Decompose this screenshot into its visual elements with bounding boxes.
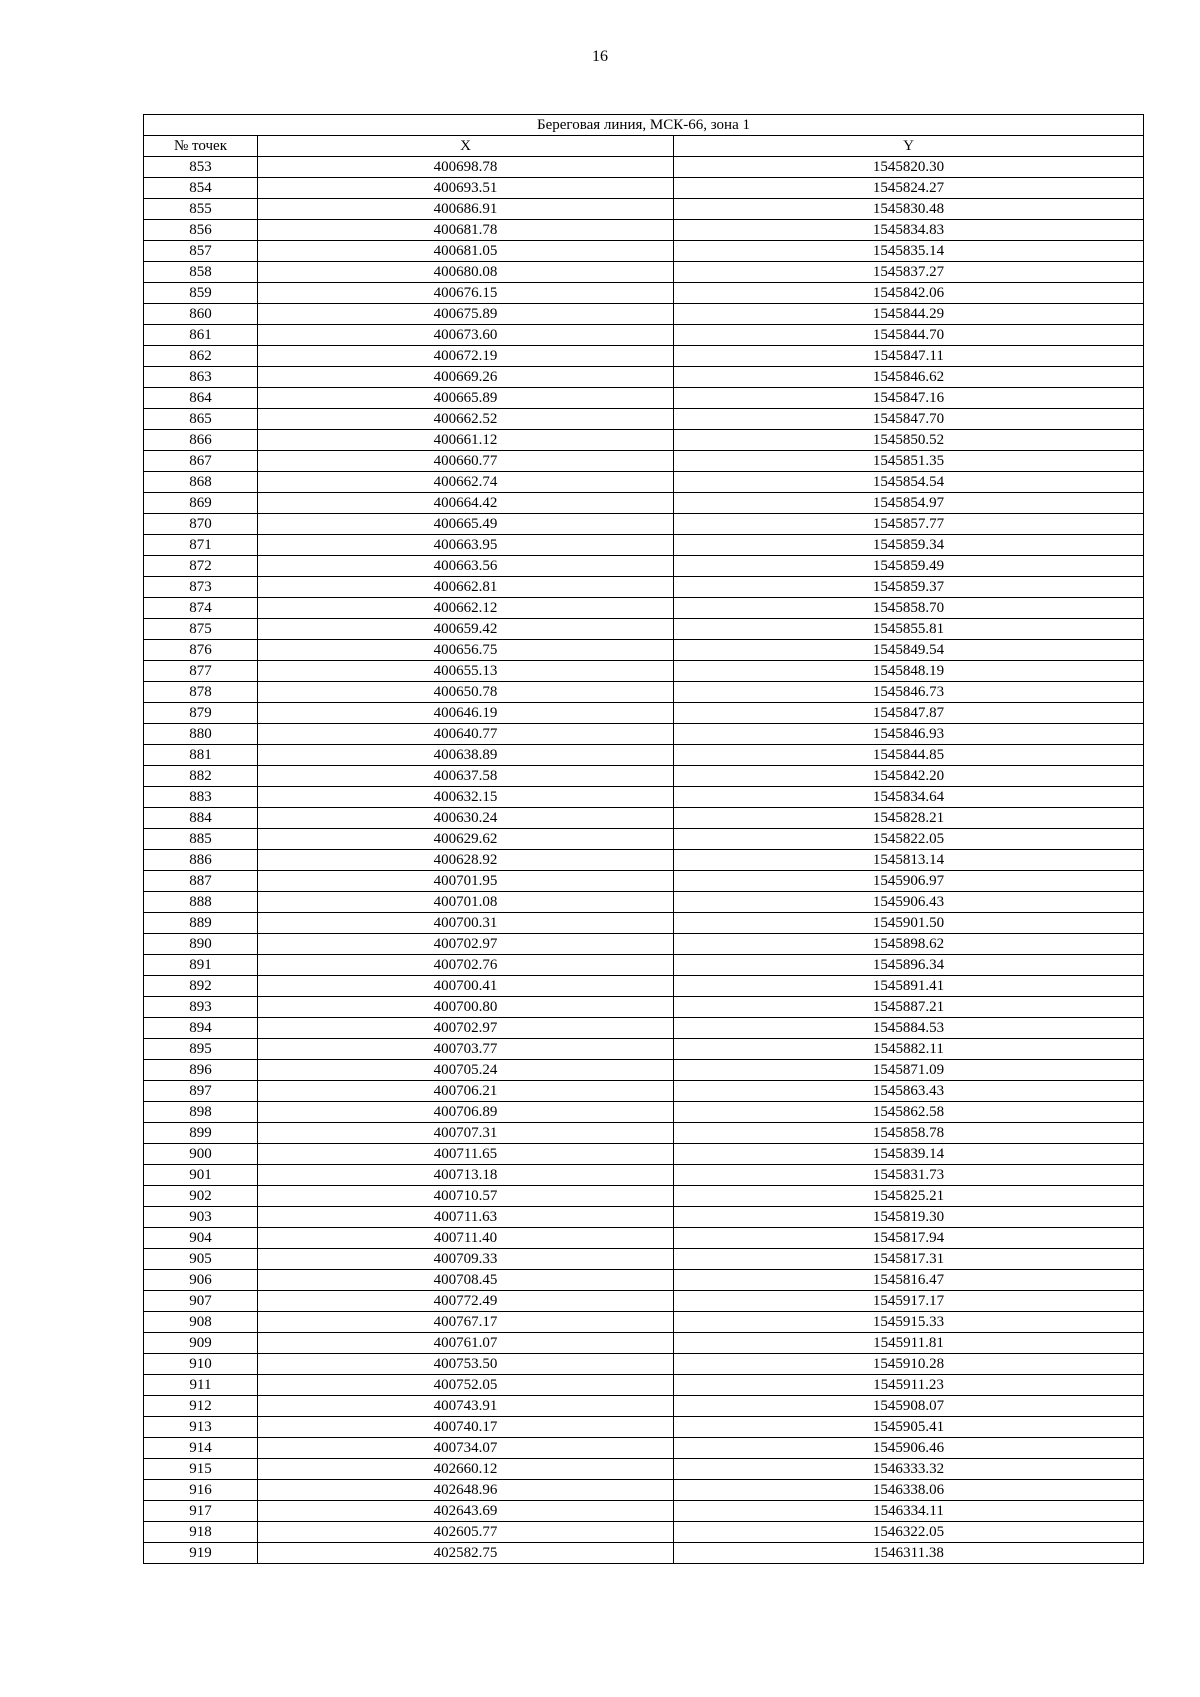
cell-point-number: 887 [144, 871, 258, 892]
cell-x: 402648.96 [258, 1480, 674, 1501]
cell-x: 400701.95 [258, 871, 674, 892]
cell-y: 1545850.52 [674, 430, 1144, 451]
table-row [144, 1480, 1144, 1501]
cell-x: 400706.89 [258, 1102, 674, 1123]
header-point-number: № точек [144, 136, 258, 157]
cell-point-number: 867 [144, 451, 258, 472]
table-row [144, 1165, 1144, 1186]
cell-y: 1545911.23 [674, 1375, 1144, 1396]
table-row [144, 1270, 1144, 1291]
cell-x: 400706.21 [258, 1081, 674, 1102]
cell-y: 1545837.27 [674, 262, 1144, 283]
cell-point-number: 859 [144, 283, 258, 304]
cell-y: 1545847.11 [674, 346, 1144, 367]
cell-y: 1545822.05 [674, 829, 1144, 850]
cell-point-number: 878 [144, 682, 258, 703]
cell-x: 400646.19 [258, 703, 674, 724]
cell-point-number: 873 [144, 577, 258, 598]
table-row [144, 829, 1144, 850]
cell-y: 1545831.73 [674, 1165, 1144, 1186]
header-y: Y [674, 136, 1144, 157]
table-title-row [144, 115, 1144, 136]
table-row [144, 1354, 1144, 1375]
table-row [144, 619, 1144, 640]
cell-point-number: 885 [144, 829, 258, 850]
table-row [144, 787, 1144, 808]
cell-y: 1545824.27 [674, 178, 1144, 199]
cell-y: 1545834.64 [674, 787, 1144, 808]
table-row [144, 976, 1144, 997]
cell-x: 400710.57 [258, 1186, 674, 1207]
cell-point-number: 880 [144, 724, 258, 745]
cell-y: 1545847.87 [674, 703, 1144, 724]
cell-x: 400656.75 [258, 640, 674, 661]
table-row [144, 535, 1144, 556]
table-row [144, 451, 1144, 472]
cell-point-number: 871 [144, 535, 258, 556]
table-row [144, 199, 1144, 220]
table-title: Береговая линия, МСК-66, зона 1 [144, 115, 1144, 136]
cell-point-number: 884 [144, 808, 258, 829]
cell-y: 1545915.33 [674, 1312, 1144, 1333]
table-row [144, 220, 1144, 241]
cell-point-number: 905 [144, 1249, 258, 1270]
table-row [144, 892, 1144, 913]
cell-y: 1545817.94 [674, 1228, 1144, 1249]
cell-point-number: 902 [144, 1186, 258, 1207]
table-row [144, 1144, 1144, 1165]
cell-y: 1545859.34 [674, 535, 1144, 556]
cell-point-number: 870 [144, 514, 258, 535]
cell-x: 400702.76 [258, 955, 674, 976]
table-row [144, 745, 1144, 766]
cell-x: 400703.77 [258, 1039, 674, 1060]
cell-point-number: 914 [144, 1438, 258, 1459]
table-row [144, 1102, 1144, 1123]
cell-point-number: 858 [144, 262, 258, 283]
cell-point-number: 893 [144, 997, 258, 1018]
cell-x: 400681.78 [258, 220, 674, 241]
cell-point-number: 906 [144, 1270, 258, 1291]
table-row [144, 1543, 1144, 1564]
cell-x: 400659.42 [258, 619, 674, 640]
cell-point-number: 915 [144, 1459, 258, 1480]
cell-point-number: 854 [144, 178, 258, 199]
cell-x: 400629.62 [258, 829, 674, 850]
cell-point-number: 868 [144, 472, 258, 493]
cell-x: 400672.19 [258, 346, 674, 367]
cell-y: 1545859.49 [674, 556, 1144, 577]
table-body [144, 157, 1144, 1564]
cell-x: 400632.15 [258, 787, 674, 808]
cell-x: 400660.77 [258, 451, 674, 472]
cell-x: 400700.41 [258, 976, 674, 997]
cell-x: 400662.74 [258, 472, 674, 493]
table-row [144, 808, 1144, 829]
cell-point-number: 853 [144, 157, 258, 178]
cell-point-number: 856 [144, 220, 258, 241]
cell-x: 402605.77 [258, 1522, 674, 1543]
cell-x: 400705.24 [258, 1060, 674, 1081]
cell-y: 1545887.21 [674, 997, 1144, 1018]
cell-x: 400640.77 [258, 724, 674, 745]
cell-x: 400698.78 [258, 157, 674, 178]
table-row [144, 1186, 1144, 1207]
cell-point-number: 877 [144, 661, 258, 682]
cell-point-number: 900 [144, 1144, 258, 1165]
cell-point-number: 875 [144, 619, 258, 640]
table-row [144, 556, 1144, 577]
cell-y: 1545911.81 [674, 1333, 1144, 1354]
cell-x: 400709.33 [258, 1249, 674, 1270]
table-row [144, 1060, 1144, 1081]
table-row [144, 913, 1144, 934]
cell-x: 400662.52 [258, 409, 674, 430]
cell-y: 1545844.85 [674, 745, 1144, 766]
cell-x: 400669.26 [258, 367, 674, 388]
cell-point-number: 876 [144, 640, 258, 661]
cell-y: 1545862.58 [674, 1102, 1144, 1123]
table-row [144, 1039, 1144, 1060]
cell-y: 1545905.41 [674, 1417, 1144, 1438]
table-row [144, 598, 1144, 619]
cell-y: 1545842.20 [674, 766, 1144, 787]
cell-y: 1545839.14 [674, 1144, 1144, 1165]
table-row [144, 346, 1144, 367]
cell-x: 400675.89 [258, 304, 674, 325]
cell-y: 1546322.05 [674, 1522, 1144, 1543]
table-row [144, 682, 1144, 703]
header-x: X [258, 136, 674, 157]
cell-y: 1545817.31 [674, 1249, 1144, 1270]
cell-point-number: 894 [144, 1018, 258, 1039]
cell-y: 1545854.97 [674, 493, 1144, 514]
cell-y: 1545828.21 [674, 808, 1144, 829]
cell-point-number: 879 [144, 703, 258, 724]
table-row [144, 1375, 1144, 1396]
table-row [144, 1459, 1144, 1480]
cell-point-number: 904 [144, 1228, 258, 1249]
cell-point-number: 860 [144, 304, 258, 325]
table-row [144, 1312, 1144, 1333]
cell-x: 400637.58 [258, 766, 674, 787]
cell-y: 1546338.06 [674, 1480, 1144, 1501]
cell-y: 1545858.78 [674, 1123, 1144, 1144]
cell-x: 400630.24 [258, 808, 674, 829]
cell-point-number: 910 [144, 1354, 258, 1375]
cell-point-number: 908 [144, 1312, 258, 1333]
cell-y: 1545855.81 [674, 619, 1144, 640]
table-row [144, 157, 1144, 178]
cell-x: 400665.49 [258, 514, 674, 535]
cell-x: 402582.75 [258, 1543, 674, 1564]
table-row [144, 577, 1144, 598]
table-row [144, 325, 1144, 346]
coordinates-table [143, 114, 1144, 1564]
table-row [144, 1333, 1144, 1354]
cell-x: 400680.08 [258, 262, 674, 283]
cell-y: 1545819.30 [674, 1207, 1144, 1228]
cell-point-number: 891 [144, 955, 258, 976]
table-header-row [144, 136, 1144, 157]
cell-x: 402660.12 [258, 1459, 674, 1480]
cell-y: 1545857.77 [674, 514, 1144, 535]
cell-x: 400752.05 [258, 1375, 674, 1396]
cell-point-number: 869 [144, 493, 258, 514]
cell-x: 400701.08 [258, 892, 674, 913]
table-row [144, 1249, 1144, 1270]
cell-y: 1545835.14 [674, 241, 1144, 262]
cell-x: 400676.15 [258, 283, 674, 304]
table-row [144, 1228, 1144, 1249]
table-row [144, 409, 1144, 430]
cell-point-number: 896 [144, 1060, 258, 1081]
cell-y: 1545863.43 [674, 1081, 1144, 1102]
cell-y: 1545816.47 [674, 1270, 1144, 1291]
table-row [144, 367, 1144, 388]
cell-x: 400661.12 [258, 430, 674, 451]
cell-y: 1546334.11 [674, 1501, 1144, 1522]
cell-y: 1545848.19 [674, 661, 1144, 682]
cell-y: 1545834.83 [674, 220, 1144, 241]
cell-y: 1545858.70 [674, 598, 1144, 619]
table-row [144, 934, 1144, 955]
cell-x: 400707.31 [258, 1123, 674, 1144]
cell-point-number: 903 [144, 1207, 258, 1228]
cell-x: 400753.50 [258, 1354, 674, 1375]
cell-point-number: 883 [144, 787, 258, 808]
cell-x: 400665.89 [258, 388, 674, 409]
cell-y: 1545891.41 [674, 976, 1144, 997]
cell-y: 1545820.30 [674, 157, 1144, 178]
cell-point-number: 895 [144, 1039, 258, 1060]
cell-point-number: 901 [144, 1165, 258, 1186]
table-row [144, 703, 1144, 724]
cell-point-number: 909 [144, 1333, 258, 1354]
table-row [144, 1123, 1144, 1144]
table-row [144, 241, 1144, 262]
table-row [144, 724, 1144, 745]
cell-y: 1545884.53 [674, 1018, 1144, 1039]
table-row [144, 1501, 1144, 1522]
cell-y: 1545846.73 [674, 682, 1144, 703]
table-row [144, 1081, 1144, 1102]
cell-x: 400663.95 [258, 535, 674, 556]
table-row [144, 1396, 1144, 1417]
table-row [144, 997, 1144, 1018]
cell-x: 400761.07 [258, 1333, 674, 1354]
cell-x: 400713.18 [258, 1165, 674, 1186]
table-row [144, 766, 1144, 787]
table-row [144, 640, 1144, 661]
cell-point-number: 886 [144, 850, 258, 871]
cell-y: 1545898.62 [674, 934, 1144, 955]
cell-y: 1546333.32 [674, 1459, 1144, 1480]
cell-point-number: 898 [144, 1102, 258, 1123]
cell-y: 1545906.97 [674, 871, 1144, 892]
cell-x: 400734.07 [258, 1438, 674, 1459]
cell-x: 400743.91 [258, 1396, 674, 1417]
cell-y: 1545844.29 [674, 304, 1144, 325]
cell-point-number: 916 [144, 1480, 258, 1501]
cell-point-number: 917 [144, 1501, 258, 1522]
cell-y: 1545844.70 [674, 325, 1144, 346]
table-row [144, 388, 1144, 409]
cell-x: 400740.17 [258, 1417, 674, 1438]
table-row [144, 430, 1144, 451]
cell-point-number: 881 [144, 745, 258, 766]
cell-point-number: 919 [144, 1543, 258, 1564]
cell-x: 400708.45 [258, 1270, 674, 1291]
cell-point-number: 918 [144, 1522, 258, 1543]
cell-x: 400772.49 [258, 1291, 674, 1312]
cell-point-number: 872 [144, 556, 258, 577]
cell-point-number: 857 [144, 241, 258, 262]
cell-x: 402643.69 [258, 1501, 674, 1522]
cell-y: 1545906.43 [674, 892, 1144, 913]
page-number: 16 [592, 48, 608, 65]
cell-x: 400655.13 [258, 661, 674, 682]
table-row [144, 1291, 1144, 1312]
cell-y: 1545910.28 [674, 1354, 1144, 1375]
cell-x: 400711.63 [258, 1207, 674, 1228]
cell-y: 1545871.09 [674, 1060, 1144, 1081]
cell-point-number: 889 [144, 913, 258, 934]
table-row [144, 262, 1144, 283]
cell-point-number: 866 [144, 430, 258, 451]
cell-point-number: 855 [144, 199, 258, 220]
table-row [144, 178, 1144, 199]
cell-x: 400711.40 [258, 1228, 674, 1249]
cell-y: 1545906.46 [674, 1438, 1144, 1459]
table-row [144, 1207, 1144, 1228]
cell-x: 400673.60 [258, 325, 674, 346]
cell-y: 1545854.54 [674, 472, 1144, 493]
cell-y: 1545901.50 [674, 913, 1144, 934]
table-row [144, 514, 1144, 535]
cell-x: 400650.78 [258, 682, 674, 703]
cell-point-number: 892 [144, 976, 258, 997]
table-row [144, 1438, 1144, 1459]
table-row [144, 304, 1144, 325]
cell-point-number: 890 [144, 934, 258, 955]
cell-x: 400700.31 [258, 913, 674, 934]
cell-point-number: 907 [144, 1291, 258, 1312]
cell-y: 1545908.07 [674, 1396, 1144, 1417]
cell-y: 1545917.17 [674, 1291, 1144, 1312]
cell-y: 1545847.70 [674, 409, 1144, 430]
table-row [144, 1522, 1144, 1543]
cell-point-number: 899 [144, 1123, 258, 1144]
cell-y: 1545825.21 [674, 1186, 1144, 1207]
cell-x: 400638.89 [258, 745, 674, 766]
cell-x: 400693.51 [258, 178, 674, 199]
cell-y: 1546311.38 [674, 1543, 1144, 1564]
cell-point-number: 888 [144, 892, 258, 913]
cell-point-number: 865 [144, 409, 258, 430]
cell-point-number: 864 [144, 388, 258, 409]
cell-point-number: 882 [144, 766, 258, 787]
cell-point-number: 911 [144, 1375, 258, 1396]
table-row [144, 493, 1144, 514]
table-row [144, 661, 1144, 682]
cell-x: 400662.81 [258, 577, 674, 598]
cell-y: 1545847.16 [674, 388, 1144, 409]
cell-y: 1545859.37 [674, 577, 1144, 598]
cell-y: 1545882.11 [674, 1039, 1144, 1060]
cell-x: 400686.91 [258, 199, 674, 220]
table-row [144, 1417, 1144, 1438]
cell-y: 1545851.35 [674, 451, 1144, 472]
cell-x: 400662.12 [258, 598, 674, 619]
cell-x: 400702.97 [258, 934, 674, 955]
cell-x: 400711.65 [258, 1144, 674, 1165]
cell-y: 1545846.93 [674, 724, 1144, 745]
cell-x: 400767.17 [258, 1312, 674, 1333]
table-row [144, 955, 1144, 976]
table-row [144, 871, 1144, 892]
cell-y: 1545842.06 [674, 283, 1144, 304]
cell-y: 1545896.34 [674, 955, 1144, 976]
cell-y: 1545849.54 [674, 640, 1144, 661]
table-row [144, 850, 1144, 871]
cell-point-number: 862 [144, 346, 258, 367]
cell-x: 400702.97 [258, 1018, 674, 1039]
cell-x: 400628.92 [258, 850, 674, 871]
cell-point-number: 912 [144, 1396, 258, 1417]
cell-y: 1545846.62 [674, 367, 1144, 388]
cell-x: 400663.56 [258, 556, 674, 577]
cell-y: 1545830.48 [674, 199, 1144, 220]
cell-x: 400681.05 [258, 241, 674, 262]
cell-y: 1545813.14 [674, 850, 1144, 871]
cell-point-number: 863 [144, 367, 258, 388]
table-row [144, 472, 1144, 493]
cell-point-number: 861 [144, 325, 258, 346]
cell-point-number: 913 [144, 1417, 258, 1438]
cell-x: 400664.42 [258, 493, 674, 514]
cell-point-number: 874 [144, 598, 258, 619]
cell-point-number: 897 [144, 1081, 258, 1102]
table-row [144, 1018, 1144, 1039]
cell-x: 400700.80 [258, 997, 674, 1018]
table-row [144, 283, 1144, 304]
